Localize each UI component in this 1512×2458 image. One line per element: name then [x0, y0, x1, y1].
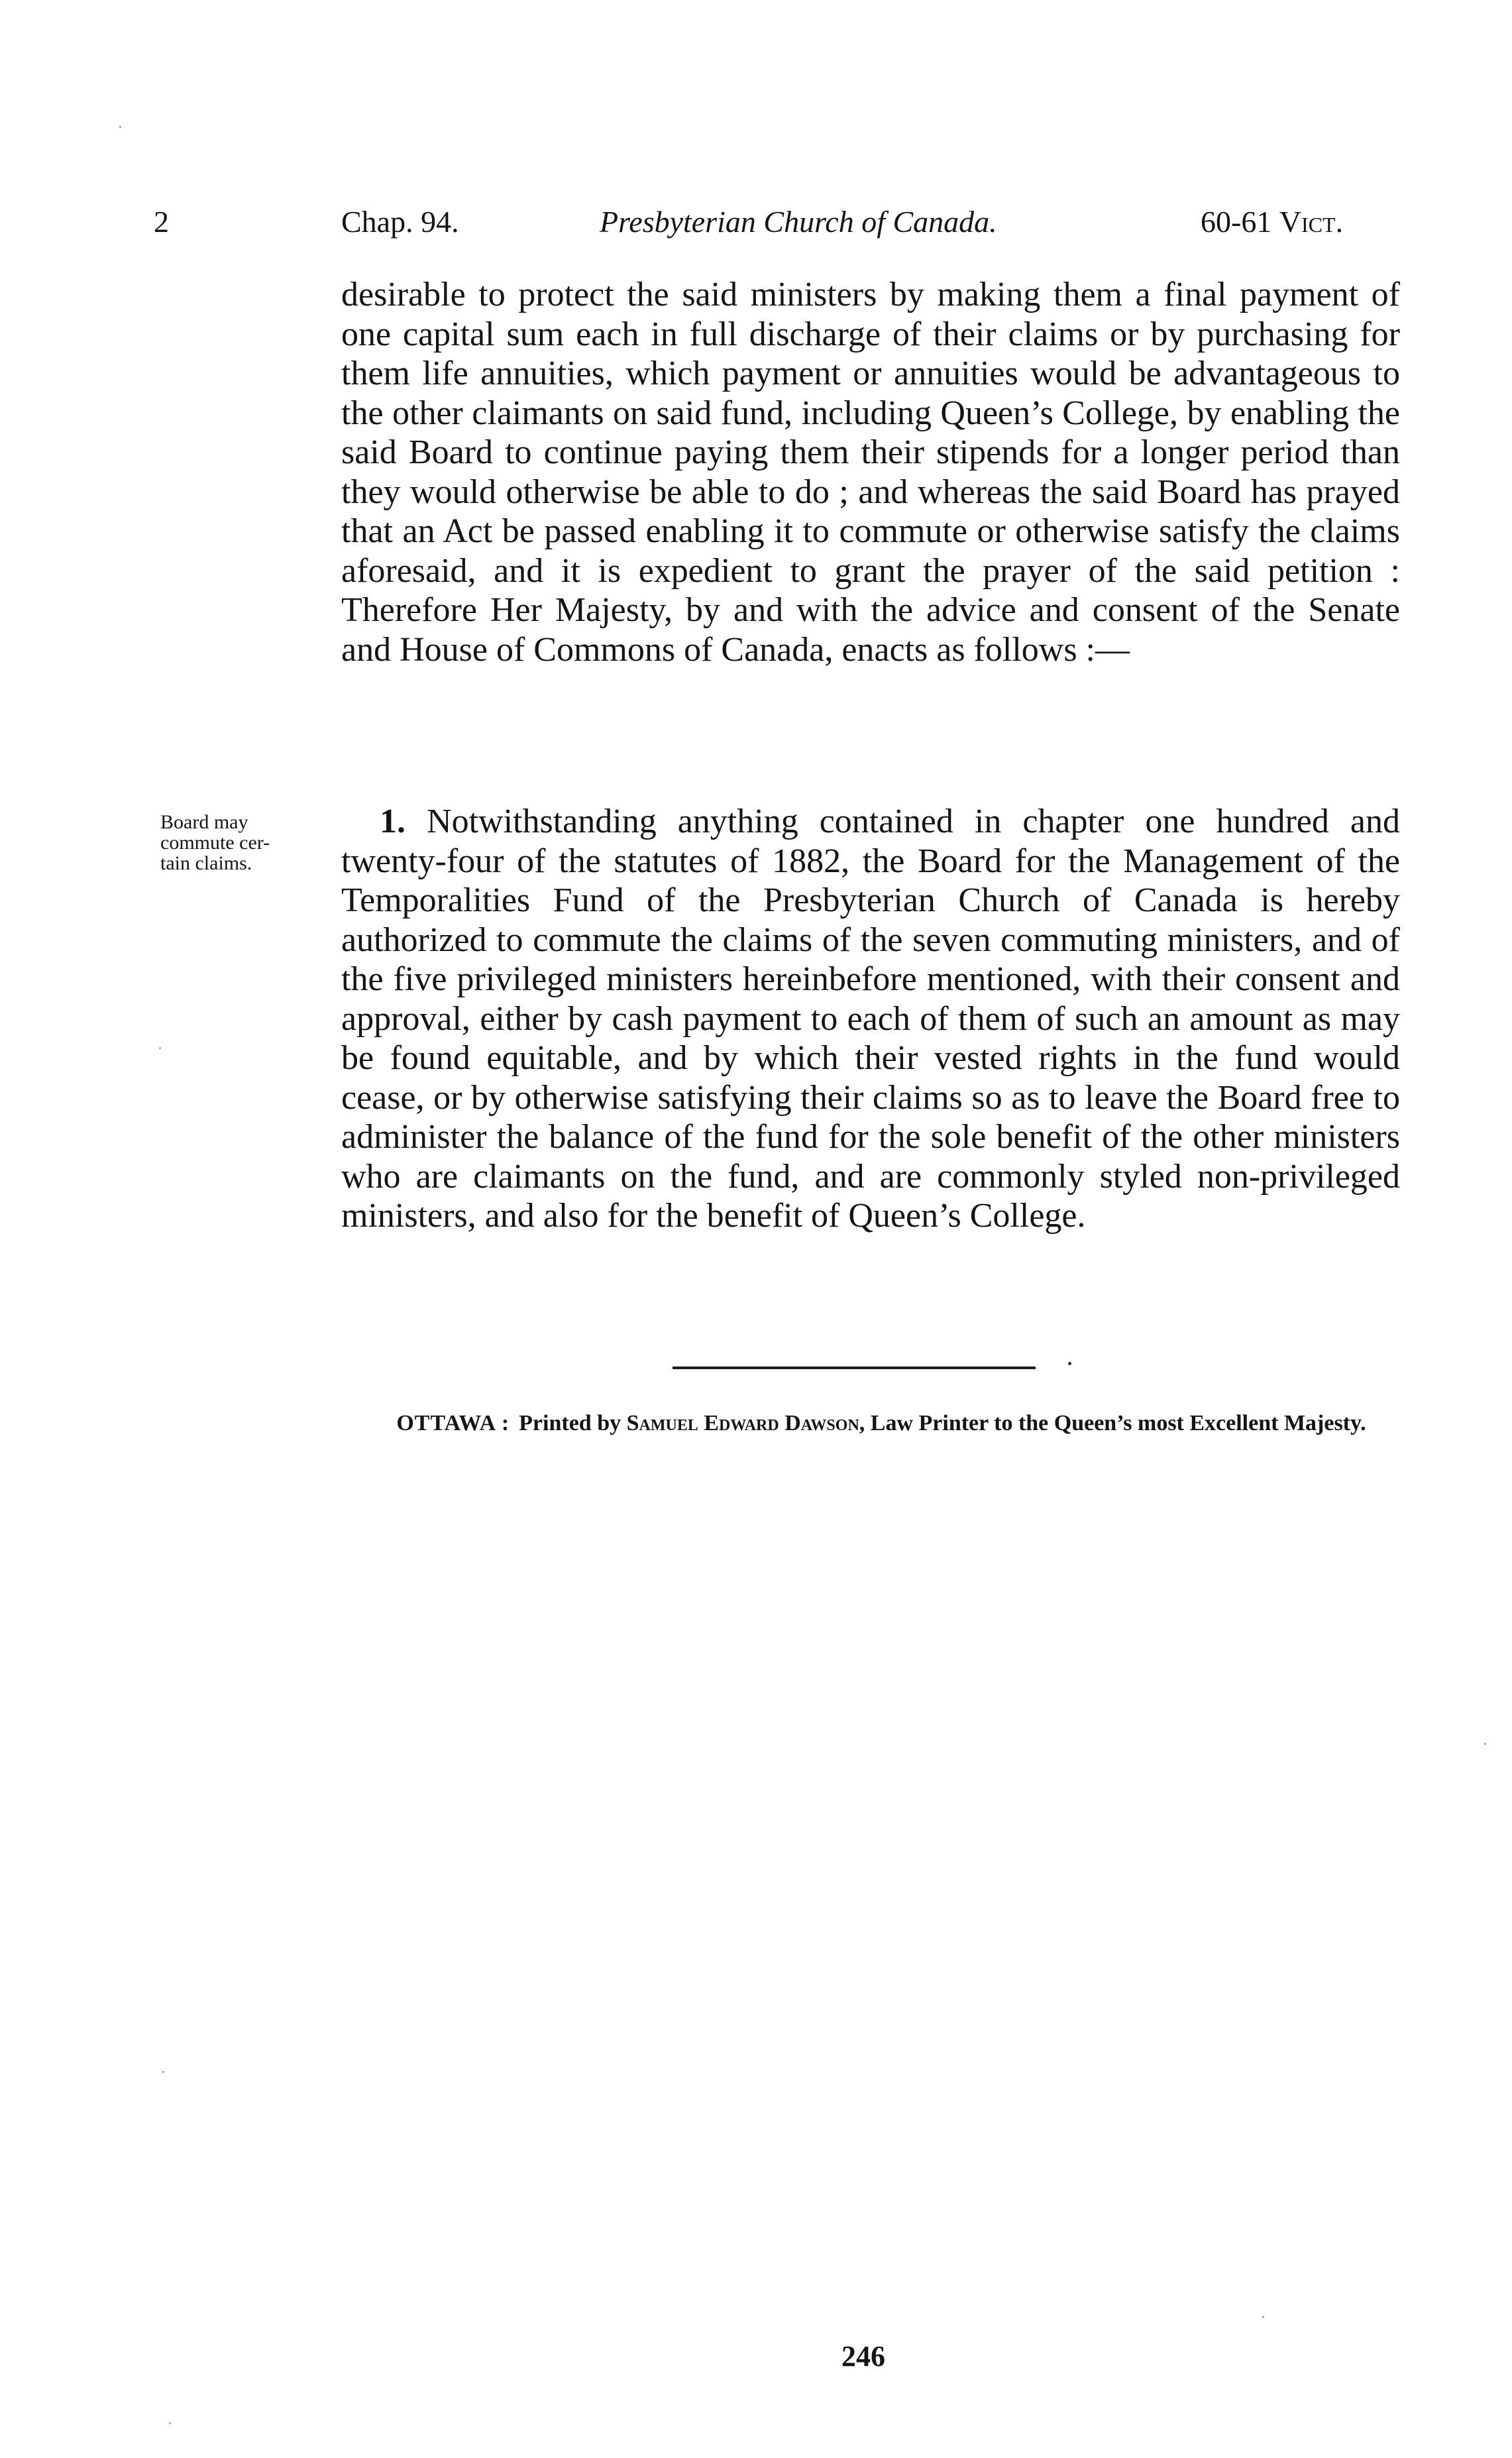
- scan-speck: [162, 2071, 164, 2073]
- section-text: Notwithstanding anything contained in chapter one hundred and twenty-four of the statutes of 1882, the Board for the Management of the Temporalities Fund of the Presbyterian Church of Canada is hereby authorized to commute the claims of the seven commuting ministers, and of the five privileged ministers hereinbefore mentioned, with their consent and approval, either by cash payment to each of them of such an amount as may be found equitable, and by which their vested rights in the fund would cease, or by otherwise satisfying their claims so as to leave the Board free to administer the balance of the fund for the sole benefit of the other ministers who are claimants on the fund, and are commonly styled non-privileged ministers, and also for the benefit of Queen’s College.: [341, 803, 1400, 1235]
- imprint-printed-by: Printed by: [519, 1411, 621, 1435]
- marginal-note-line: commute cer-: [160, 832, 270, 854]
- regnal-year-number: 60-61: [1201, 205, 1272, 239]
- section-number: 1.: [380, 803, 405, 840]
- folio-number: 246: [841, 2340, 885, 2373]
- scan-speck: [1484, 1743, 1486, 1745]
- section-1-paragraph: [341, 802, 1400, 1236]
- marginal-note: [160, 812, 326, 873]
- regnal-year-abbreviation: Vict.: [1279, 205, 1344, 239]
- imprint-printer-name: Samuel Edward Dawson: [626, 1411, 859, 1435]
- imprint-city: OTTAWA :: [396, 1411, 510, 1435]
- printer-imprint: [371, 1412, 1391, 1435]
- header-page-number: 2: [154, 205, 169, 239]
- scan-speck: [1262, 2316, 1264, 2318]
- end-rule: [673, 1367, 1036, 1369]
- header-chapter: Chap. 94.: [341, 205, 459, 239]
- imprint-rest: , Law Printer to the Queen’s most Excellent Majesty.: [859, 1411, 1366, 1435]
- scan-speck: [119, 126, 121, 128]
- marginal-note-line: tain claims.: [160, 852, 252, 874]
- header-regnal-year: [1201, 204, 1343, 239]
- marginal-note-line: Board may: [160, 811, 248, 833]
- preamble-paragraph: desirable to protect the said ministers by making them a final payment of one capital sum each in full discharge of their claims or by purchasing for them life annuities, which payment or annuities would be advantageous to the other claimants on said fund, including Queen’s College, by enabling the said Board to continue paying them their stipends for a longer period than they would otherwise be able to do ; and whereas the said Board has prayed that an Act be passed enabling it to commute or otherwise satisfy the claims aforesaid, and it is expedient to grant the prayer of the said petition : Therefore Her Majesty, by and with the advice and consent of the Senate and House of Commons of Canada, enacts as follows :—: [341, 276, 1400, 669]
- header-title: Presbyterian Church of Canada.: [600, 205, 997, 239]
- scan-speck: [159, 1047, 161, 1049]
- end-rule-dot: [1068, 1362, 1071, 1365]
- scan-speck: [169, 2422, 171, 2424]
